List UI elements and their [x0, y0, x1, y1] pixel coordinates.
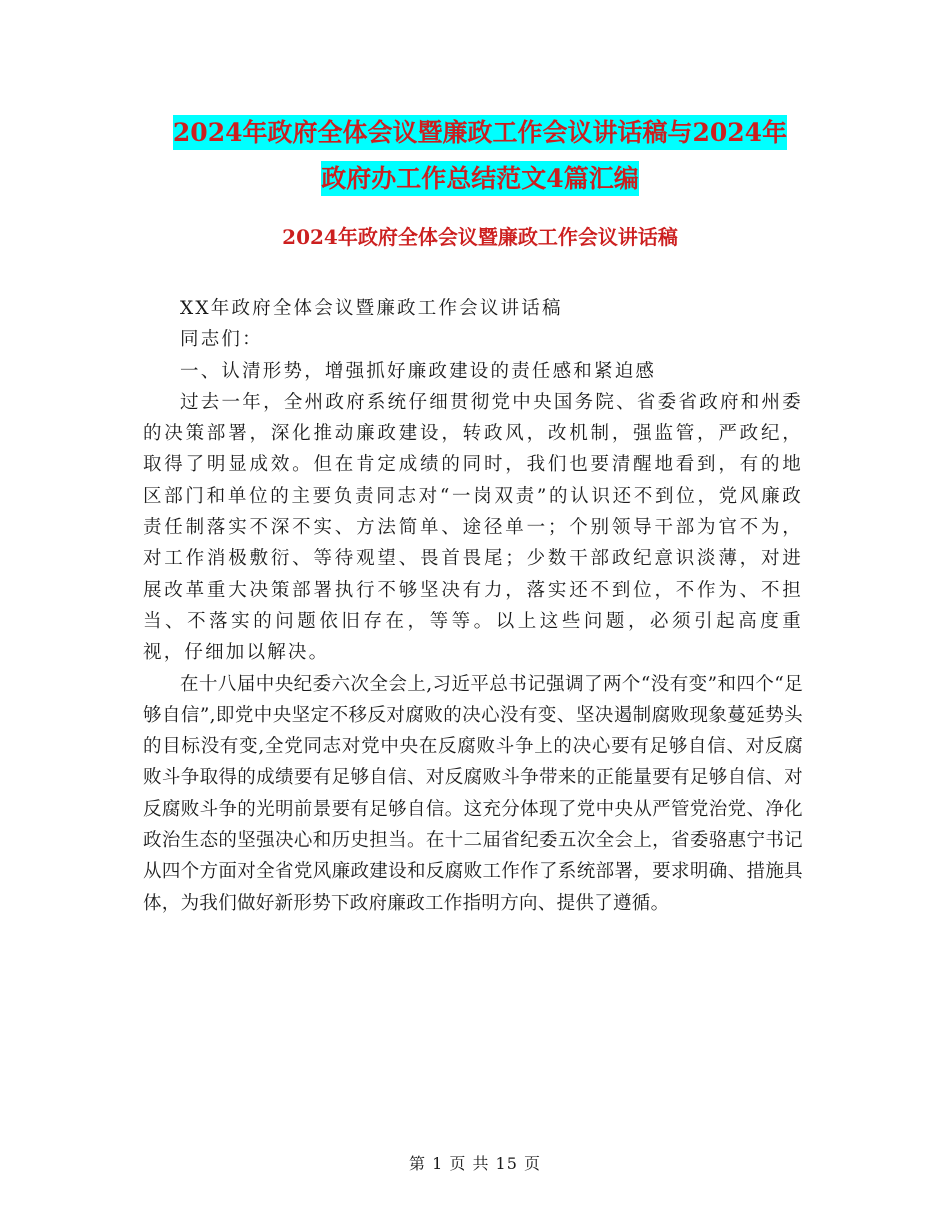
- document-title-line-1: 2024年政府全体会议暨廉政工作会议讲话稿与2024年: [173, 115, 787, 150]
- section-title: 2024年政府全体会议暨廉政工作会议讲话稿: [282, 225, 678, 249]
- section-heading-paragraph: 一、认清形势，增强抓好廉政建设的责任感和紧迫感: [180, 360, 657, 382]
- page-indicator: 第 1 页 共 15 页: [409, 1154, 541, 1173]
- document-title-line-2: 政府办工作总结范文4篇汇编: [321, 161, 638, 196]
- document-title: [140, 110, 820, 202]
- body-paragraph: 在十八届中央纪委六次全会上,习近平总书记强调了两个“没有变”和四个“足够自信”,即党中央坚定不移反对腐败的决心没有变、坚决遏制腐败现象蔓延势头的目标没有变,全党同志对党中央在反腐败斗争上的决心要有足够自信、对反腐败斗争取得的成绩要有足够自信、对反腐败斗争带来的正能量要有足够自信、对反腐败斗争的光明前景要有足够自信。这充分体现了党中央从严管党治党、净化政治生态的坚强决心和历史担当。在十二届省纪委五次全会上，省委骆惠宁书记从四个方面对全省党风廉政建设和反腐败工作作了系统部署，要求明确、措施具体，为我们做好新形势下政府廉政工作指明方向、提供了遵循。: [143, 673, 803, 914]
- document-body: [143, 293, 803, 919]
- speech-heading-paragraph: XX年政府全体会议暨廉政工作会议讲话稿: [180, 298, 563, 319]
- salutation-paragraph: 同志们：: [180, 329, 263, 351]
- body-paragraph: 过去一年，全州政府系统仔细贯彻党中央国务院、省委省政府和州委的决策部署，深化推动廉政建设，转政风，改机制，强监管，严政纪，取得了明显成效。但在肯定成绩的同时，我们也要清醒地看到，有的地区部门和单位的主要负责同志对“一岗双责”的认识还不到位，党风廉政责任制落实不深不实、方法简单、途径单一；个别领导干部为官不为，对工作消极敷衍、等待观望、畏首畏尾；少数干部政纪意识淡薄，对进展改革重大决策部署执行不够坚决有力，落实还不到位，不作为、不担当、不落实的问题依旧存在，等等。以上这些问题，必须引起高度重视，仔细加以解决。: [143, 391, 803, 664]
